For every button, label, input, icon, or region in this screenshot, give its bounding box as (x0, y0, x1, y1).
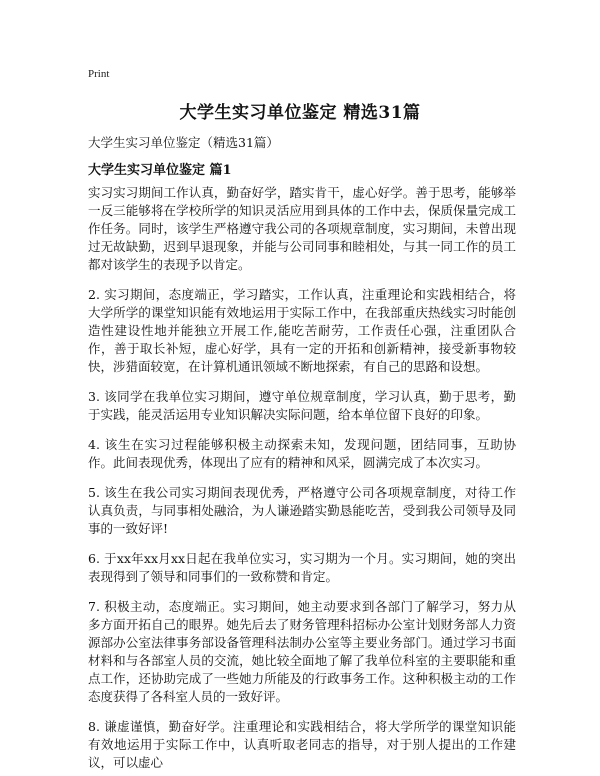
paragraph-2: 2. 实习期间，态度端正，学习踏实，工作认真，注重理论和实践相结合，将大学所学的课堂知识能有效地运用于实际工作中，在我部重庆热线实习时能创造性建设性地并能独立开展工作,能吃苦耐劳，工作责任心强，注重团队合作，善于取长补短，虚心好学，具有一定的开拓和创新精神，接受新事物较快，涉猎面较宽，在计算机通讯领域不断地探索，有自己的思路和设想。 (88, 287, 516, 374)
page-title: 大学生实习单位鉴定 精选31篇 (179, 103, 421, 123)
print-link[interactable]: Print (88, 68, 110, 80)
section-heading: 大学生实习单位鉴定 篇1 (88, 163, 232, 178)
document-body (88, 184, 516, 776)
paragraph-7: 7. 积极主动，态度端正。实习期间，她主动要求到各部门了解学习，努力从多方面开拓自己的眼界。她先后去了财务管理科招标办公室计划财务部人力资源部办公室法律事务部设备管理科法制办公室等主要业务部门。通过学习书面材料和与各部室人员的交流，她比较全面地了解了我单位科室的主要职能和重点工作，还协助完成了一些她力所能及的行政事务工作。这种积极主动的工作态度获得了各科室人员的一致好评。 (88, 599, 516, 704)
paragraph-8: 8. 谦虚谨慎，勤奋好学。注重理论和实践相结合，将大学所学的课堂知识能有效地运用于实际工作中，认真听取老同志的指导，对于别人提出的工作建议，可以虚心 (88, 719, 516, 770)
paragraph-1: 实习实习期间工作认真，勤奋好学，踏实肯干，虚心好学。善于思考，能够举一反三能够将在学校所学的知识灵活应用到具体的工作中去，保质保量完成工作任务。同时，该学生严格遵守我公司的各项规章制度，实习期间，未曾出现过无故缺勤，迟到早退现象，并能与公司同事和睦相处，与其一同工作的员工都对该学生的表现予以肯定。 (88, 185, 516, 272)
paragraph-6: 6. 于xx年xx月xx日起在我单位实习，实习期为一个月。实习期间，她的突出表现得到了领导和同事们的一致称赞和肯定。 (88, 551, 516, 584)
paragraph-5: 5. 该生在我公司实习期间表现优秀，严格遵守公司各项规章制度，对待工作认真负责，与同事相处融洽，为人谦逊踏实勤恳能吃苦，受到我公司领导及同事的一致好评! (88, 485, 516, 536)
document-subtitle: 大学生实习单位鉴定（精选31篇） (88, 135, 279, 150)
paragraph-4: 4. 该生在实习过程能够积极主动探索未知，发现问题，团结同事，互助协作。此间表现优秀，体现出了应有的精神和风采，圆满完成了本次实习。 (88, 437, 516, 470)
paragraph-3: 3. 该同学在我单位实习期间，遵守单位规章制度，学习认真，勤于思考，勤于实践，能灵活运用专业知识解决实际问题，给本单位留下良好的印象。 (88, 389, 516, 422)
